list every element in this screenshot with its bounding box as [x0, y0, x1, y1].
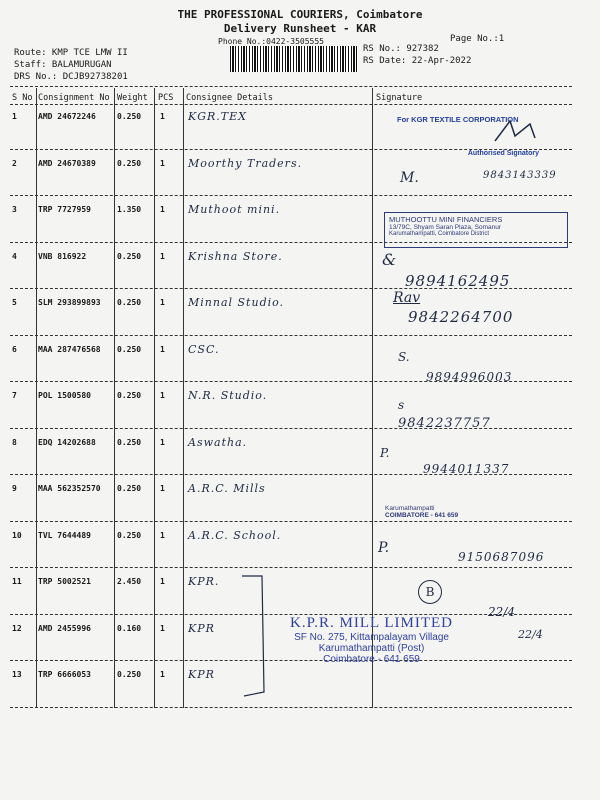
row-consignee: KPR	[188, 621, 215, 635]
row-consignment-no: AMD 24672246	[38, 112, 96, 121]
row-pcs: 1	[160, 344, 165, 354]
row-sno: 9	[12, 484, 17, 493]
column-divider	[183, 88, 184, 708]
date-note-2: 22/4	[518, 628, 543, 641]
arc-stamp-line2: COIMBATORE - 641 659	[385, 512, 459, 519]
phone-row-8: 9944011337	[423, 462, 510, 476]
row-consignee: A.R.C. School.	[188, 528, 282, 542]
circle-mark: B	[418, 580, 442, 604]
signature-row-6: S.	[398, 350, 410, 364]
kgr-stamp-name: For KGR TEXTILE CORPORATION	[397, 115, 519, 124]
row-divider	[10, 195, 572, 196]
rs-number: RS No.: 927382	[363, 44, 439, 54]
row-weight: 0.250	[117, 344, 142, 354]
rs-date: RS Date: 22-Apr-2022	[363, 56, 472, 66]
row-sno: 12	[12, 623, 22, 633]
row-sno: 1	[12, 112, 17, 121]
row-consignee: KPR	[188, 668, 215, 681]
row-pcs: 1	[160, 484, 165, 493]
row-consignee: Aswatha.	[188, 435, 248, 449]
signature-scribble	[490, 116, 540, 146]
row-sno: 7	[12, 391, 17, 400]
row-consignment-no: TRP 6666053	[38, 670, 91, 679]
phone-row-10: 9150687096	[458, 550, 545, 564]
row-consignment-no: TVL 7644489	[38, 530, 91, 540]
col-header-pcs: PCS	[158, 93, 174, 103]
barcode	[230, 46, 358, 72]
signature-row-5: Rav	[393, 290, 421, 306]
row-weight: 0.250	[117, 484, 142, 493]
row-consignment-no: VNB 816922	[38, 251, 87, 261]
signature-row-7: s	[398, 398, 405, 412]
row-consignment-no: TRP 5002521	[38, 577, 91, 586]
row-pcs: 1	[160, 112, 165, 121]
row-divider	[10, 707, 572, 708]
col-header-sno: S No	[12, 93, 33, 103]
row-sno: 11	[12, 577, 22, 586]
row-sno: 10	[12, 530, 22, 540]
row-consignee: KGR.TEX	[188, 110, 247, 123]
row-sno: 8	[12, 437, 17, 447]
phone-row-6: 9894996003	[426, 370, 513, 384]
table-top-rule	[10, 86, 572, 87]
row-weight: 0.160	[117, 623, 142, 633]
kgr-stamp-role: Authorised Signatory	[467, 150, 539, 157]
row-sno: 3	[12, 205, 17, 214]
date-note: 22/4	[488, 605, 515, 619]
page-title: THE PROFESSIONAL COURIERS, Coimbatore	[177, 8, 423, 21]
row-consignment-no: EDQ 14202688	[38, 437, 96, 447]
staff-label: Staff: BALAMURUGAN	[14, 60, 112, 70]
row-consignee: Moorthy Traders.	[188, 156, 303, 170]
row-sno: 13	[12, 670, 22, 679]
row-weight: 0.250	[117, 251, 142, 261]
row-consignee: Krishna Store.	[188, 249, 283, 263]
signature-row-2: M.	[400, 170, 419, 186]
row-consignee: Muthoot mini.	[188, 203, 281, 216]
page-subtitle: Delivery Runsheet - KAR	[223, 22, 377, 35]
row-divider	[10, 335, 572, 336]
arc-stamp-line1: Karumathampatti	[385, 505, 435, 512]
row-weight: 0.250	[117, 391, 142, 400]
row-consignee: Minnal Studio.	[188, 296, 285, 309]
row-consignment-no: SLM 293899893	[38, 298, 101, 307]
row-consignee: CSC.	[188, 342, 220, 356]
row-consignee: A.R.C. Mills	[188, 482, 266, 495]
row-weight: 0.250	[117, 530, 142, 540]
kpr-bracket	[240, 572, 270, 702]
row-pcs: 1	[160, 577, 165, 586]
kpr-stamp-line4: Coimbatore - 641 659	[323, 654, 420, 665]
signature-row-4: &	[382, 250, 397, 269]
header-rule	[10, 104, 572, 105]
row-divider	[10, 567, 572, 568]
drs-number: DRS No.: DCJB92738201	[14, 72, 128, 82]
row-weight: 0.250	[117, 298, 142, 307]
row-weight: 2.450	[117, 577, 142, 586]
arc-stamp	[380, 492, 510, 522]
col-header-signature: Signature	[376, 93, 423, 103]
phone-row-7: 9842237757	[398, 416, 491, 431]
row-consignment-no: MAA 287476568	[38, 344, 101, 354]
row-sno: 5	[12, 298, 17, 307]
kpr-stamp-line2: SF No. 275, Kittampalayam Village	[294, 632, 449, 643]
row-pcs: 1	[160, 158, 165, 168]
row-sno: 4	[12, 251, 17, 261]
row-weight: 0.250	[117, 158, 142, 168]
col-header-weight: Weight	[117, 93, 148, 103]
col-header-consignee: Consignee Details	[186, 93, 273, 103]
muthoottu-stamp-line3: Karumathampatti, Coimbatore District	[389, 231, 490, 237]
phone-row-2: 9843143339	[483, 170, 557, 181]
row-pcs: 1	[160, 298, 165, 307]
row-weight: 0.250	[117, 112, 142, 121]
row-pcs: 1	[160, 437, 165, 447]
row-consignment-no: AMD 2455996	[38, 623, 91, 633]
muthoottu-stamp	[384, 212, 568, 248]
row-pcs: 1	[160, 391, 165, 400]
row-pcs: 1	[160, 623, 165, 633]
phone-number: Phone No.:0422-3505555	[218, 37, 324, 46]
column-divider	[36, 88, 37, 708]
page-number: Page No.:1	[450, 34, 505, 44]
kpr-stamp-line3: Karumathampatti (Post)	[318, 643, 425, 654]
row-sno: 6	[12, 344, 17, 354]
route-label: Route: KMP TCE LMW II	[14, 48, 128, 58]
muthoottu-stamp-line2: 13/79C, Shyam Saran Plaza, Somanur	[389, 224, 502, 231]
kpr-stamp	[290, 615, 453, 665]
row-pcs: 1	[160, 670, 165, 679]
row-weight: 0.250	[117, 670, 142, 679]
phone-row-5: 9842264700	[408, 308, 514, 326]
signature-row-10: P.	[378, 540, 390, 556]
row-consignment-no: TRP 7727959	[38, 205, 91, 214]
phone-row-4: 9894162495	[405, 272, 511, 290]
row-pcs: 1	[160, 530, 165, 540]
column-divider	[154, 88, 155, 708]
row-pcs: 1	[160, 251, 165, 261]
signature-row-8: P.	[380, 446, 390, 460]
column-divider	[114, 88, 115, 708]
row-weight: 0.250	[117, 437, 142, 447]
col-header-consignment: Consignment No	[38, 93, 110, 103]
row-consignment-no: POL 1500580	[38, 391, 91, 400]
row-sno: 2	[12, 158, 17, 168]
kpr-stamp-line1: K.P.R. MILL LIMITED	[290, 615, 454, 631]
row-consignment-no: AMD 24670389	[38, 158, 96, 168]
row-pcs: 1	[160, 205, 165, 214]
row-consignee: KPR.	[188, 575, 220, 588]
muthoottu-stamp-line1: MUTHOOTTU MINI FINANCIERS	[389, 215, 503, 224]
row-consignment-no: MAA 562352570	[38, 484, 101, 493]
row-weight: 1.350	[117, 205, 142, 214]
row-consignee: N.R. Studio.	[188, 389, 268, 402]
